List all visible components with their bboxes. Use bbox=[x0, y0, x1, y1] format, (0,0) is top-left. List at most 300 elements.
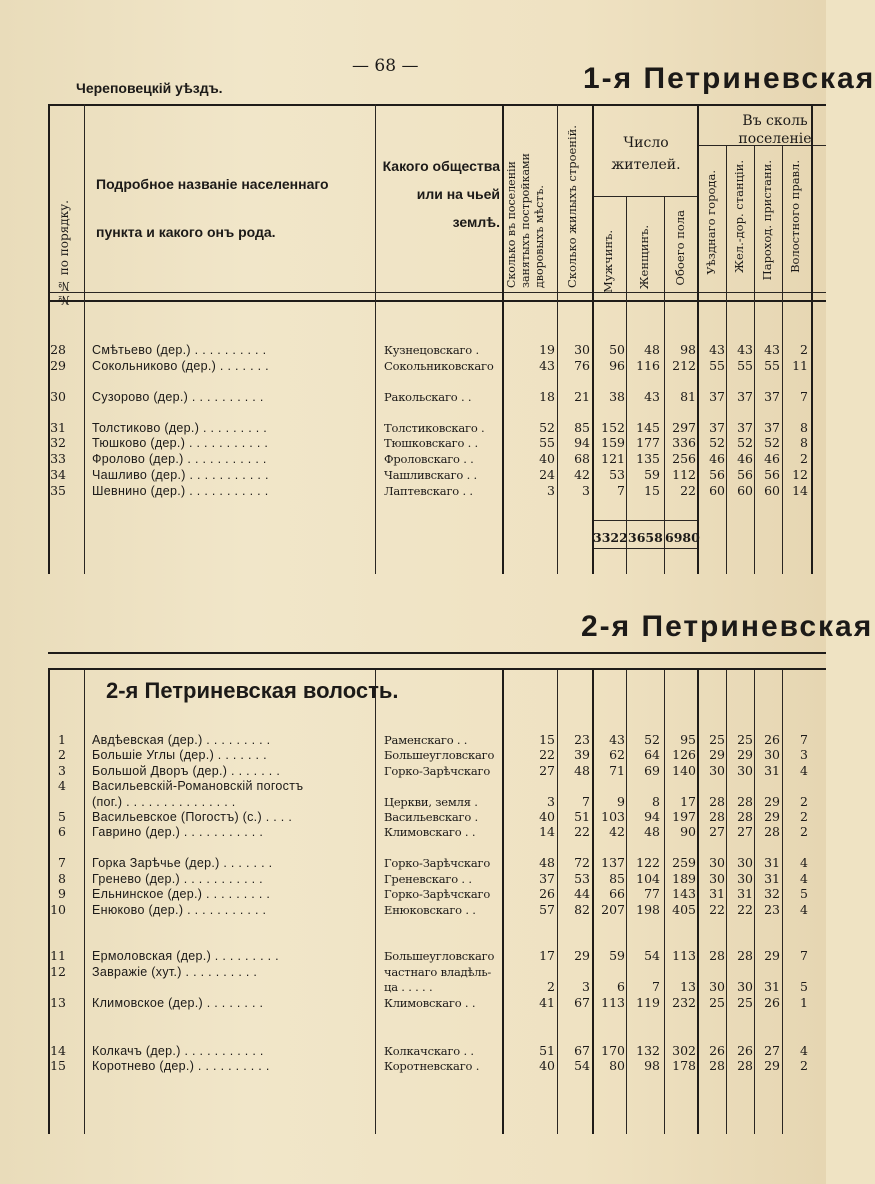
settlement-name: Ельнинское (дер.) . . . . . . . . . bbox=[92, 887, 271, 901]
table-row bbox=[0, 825, 826, 839]
col-header-rail: Жел.-дор. станціи. bbox=[732, 160, 746, 273]
table-row bbox=[0, 795, 826, 809]
cell-value: 259 bbox=[672, 855, 696, 870]
cell-value: 48 bbox=[644, 342, 660, 357]
cell-value: 40 bbox=[539, 809, 555, 824]
col-header-women: Женщинъ. bbox=[637, 225, 651, 290]
cell-value: 60 bbox=[764, 483, 780, 498]
col-header-distance-text: Въ сколь поселеніе bbox=[738, 113, 812, 147]
cell-value: 3 bbox=[547, 794, 555, 809]
cell-value: 189 bbox=[672, 871, 696, 886]
cell-value: 30 bbox=[737, 763, 753, 778]
cell-value: 30 bbox=[737, 855, 753, 870]
cell-value: 24 bbox=[539, 467, 555, 482]
cell-value: 132 bbox=[636, 1043, 660, 1058]
cell-value: 23 bbox=[574, 732, 590, 747]
cell-value: 2 bbox=[800, 1058, 808, 1073]
cell-value: 71 bbox=[609, 763, 625, 778]
row-number: 10 bbox=[50, 902, 66, 917]
cell-value: 3 bbox=[547, 483, 555, 498]
row-number: 31 bbox=[50, 420, 66, 435]
cell-value: 31 bbox=[764, 763, 780, 778]
cell-value: 113 bbox=[601, 995, 625, 1010]
cell-value: 30 bbox=[709, 855, 725, 870]
cell-value: 5 bbox=[800, 886, 808, 901]
settlement-name: Васильевскій-Романовскій погостъ bbox=[92, 779, 304, 793]
cell-value: 137 bbox=[601, 855, 625, 870]
cell-value: 94 bbox=[644, 809, 660, 824]
cell-value: 26 bbox=[764, 732, 780, 747]
row-number: 8 bbox=[58, 871, 66, 886]
cell-value: 145 bbox=[636, 420, 660, 435]
cell-value: 178 bbox=[672, 1058, 696, 1073]
row-number: 5 bbox=[58, 809, 66, 824]
settlement-name: Васильевское (Погостъ) (с.) . . . . bbox=[92, 810, 293, 824]
table-row bbox=[0, 1059, 826, 1073]
settlement-name: Толстиково (дер.) . . . . . . . . . bbox=[92, 421, 268, 435]
page-number: — 68 — bbox=[352, 56, 419, 76]
cell-value: 41 bbox=[539, 995, 555, 1010]
cell-value: 46 bbox=[764, 451, 780, 466]
cell-value: 104 bbox=[636, 871, 660, 886]
cell-value: 2 bbox=[800, 451, 808, 466]
cell-value: 22 bbox=[737, 902, 753, 917]
society-name: Церкви, земля . bbox=[384, 795, 478, 809]
cell-value: 22 bbox=[539, 747, 555, 762]
cell-value: 7 bbox=[800, 732, 808, 747]
cell-value: 126 bbox=[672, 747, 696, 762]
cell-value: 28 bbox=[737, 794, 753, 809]
table-row bbox=[0, 733, 826, 747]
cell-value: 37 bbox=[709, 420, 725, 435]
cell-value: 76 bbox=[574, 358, 590, 373]
cell-value: 43 bbox=[737, 342, 753, 357]
cell-value: 69 bbox=[644, 763, 660, 778]
table-row bbox=[0, 468, 826, 482]
col-header-men: Мужчинъ. bbox=[601, 230, 615, 294]
col-header-society-text: Какого общества или на чьей землѣ. bbox=[382, 158, 500, 230]
society-name: Греневскаго . . bbox=[384, 872, 472, 886]
cell-value: 27 bbox=[737, 824, 753, 839]
col-header-name-text: Подробное названіе населеннаго пункта и какого онъ рода. bbox=[96, 176, 329, 240]
cell-value: 113 bbox=[672, 948, 696, 963]
cell-value: 60 bbox=[737, 483, 753, 498]
cell-value: 40 bbox=[539, 1058, 555, 1073]
cell-value: 43 bbox=[539, 358, 555, 373]
cell-value: 52 bbox=[764, 435, 780, 450]
cell-value: 59 bbox=[609, 948, 625, 963]
cell-value: 121 bbox=[601, 451, 625, 466]
table-row bbox=[0, 903, 826, 917]
cell-value: 256 bbox=[672, 451, 696, 466]
cell-value: 29 bbox=[737, 747, 753, 762]
table-row bbox=[0, 980, 826, 994]
cell-value: 30 bbox=[737, 871, 753, 886]
cell-value: 2 bbox=[800, 794, 808, 809]
col-header-population-text: Число жителей. bbox=[611, 135, 681, 173]
col-header-town: Уѣзднаго города. bbox=[704, 170, 718, 275]
cell-value: 12 bbox=[792, 467, 808, 482]
cell-value: 30 bbox=[709, 979, 725, 994]
cell-value: 28 bbox=[709, 794, 725, 809]
cell-value: 4 bbox=[800, 855, 808, 870]
cell-value: 31 bbox=[737, 886, 753, 901]
settlement-name: Сокольниково (дер.) . . . . . . . bbox=[92, 359, 269, 373]
cell-value: 177 bbox=[636, 435, 660, 450]
table-row bbox=[0, 996, 826, 1010]
cell-value: 405 bbox=[672, 902, 696, 917]
cell-value: 40 bbox=[539, 451, 555, 466]
table-row bbox=[0, 949, 826, 963]
cell-value: 56 bbox=[764, 467, 780, 482]
cell-value: 140 bbox=[672, 763, 696, 778]
table-row bbox=[0, 764, 826, 778]
cell-value: 46 bbox=[737, 451, 753, 466]
cell-value: 48 bbox=[539, 855, 555, 870]
society-name: ца . . . . . bbox=[384, 980, 433, 994]
cell-value: 170 bbox=[601, 1043, 625, 1058]
row-number: 15 bbox=[50, 1058, 66, 1073]
cell-value: 13 bbox=[680, 979, 696, 994]
cell-value: 37 bbox=[764, 420, 780, 435]
cell-value: 9 bbox=[617, 794, 625, 809]
cell-value: 31 bbox=[764, 979, 780, 994]
row-number: 32 bbox=[50, 435, 66, 450]
cell-value: 26 bbox=[764, 995, 780, 1010]
cell-value: 22 bbox=[709, 902, 725, 917]
cell-value: 4 bbox=[800, 763, 808, 778]
row-number: 14 bbox=[50, 1043, 66, 1058]
cell-value: 66 bbox=[609, 886, 625, 901]
col-header-total: Обоего пола bbox=[673, 210, 687, 286]
cell-value: 135 bbox=[636, 451, 660, 466]
society-name: Горко-Зарѣчскаго bbox=[384, 764, 491, 778]
cell-value: 25 bbox=[709, 732, 725, 747]
settlement-name: (пог.) . . . . . . . . . . . . . . . bbox=[92, 795, 236, 809]
cell-value: 31 bbox=[764, 871, 780, 886]
society-name: Горко-Зарѣчскаго bbox=[384, 887, 491, 901]
cell-value: 46 bbox=[709, 451, 725, 466]
society-name: Лаптевскаго . . bbox=[384, 484, 473, 498]
volost-title-mid: 2-я Петриневская bbox=[581, 610, 874, 643]
cell-value: 7 bbox=[582, 794, 590, 809]
cell-value: 21 bbox=[574, 389, 590, 404]
settlement-name: Тюшково (дер.) . . . . . . . . . . . bbox=[92, 436, 269, 450]
cell-value: 159 bbox=[601, 435, 625, 450]
row-number: 6 bbox=[58, 824, 66, 839]
society-name: Енюковскаго . . bbox=[384, 903, 476, 917]
cell-value: 80 bbox=[609, 1058, 625, 1073]
cell-value: 112 bbox=[672, 467, 696, 482]
cell-value: 64 bbox=[644, 747, 660, 762]
cell-value: 43 bbox=[764, 342, 780, 357]
cell-value: 55 bbox=[709, 358, 725, 373]
cell-value: 27 bbox=[539, 763, 555, 778]
col-header-society bbox=[380, 152, 500, 236]
cell-value: 94 bbox=[574, 435, 590, 450]
cell-value: 4 bbox=[800, 902, 808, 917]
cell-value: 232 bbox=[672, 995, 696, 1010]
society-name: Большеугловскаго bbox=[384, 949, 495, 963]
society-name: Горко-Зарѣчскаго bbox=[384, 856, 491, 870]
cell-value: 1 bbox=[800, 995, 808, 1010]
society-name: Коротневскаго . bbox=[384, 1059, 480, 1073]
cell-value: 37 bbox=[539, 871, 555, 886]
cell-value: 68 bbox=[574, 451, 590, 466]
settlement-name: Фролово (дер.) . . . . . . . . . . . bbox=[92, 452, 267, 466]
row-number: 7 bbox=[58, 855, 66, 870]
society-name: Тюшковскаго . . bbox=[384, 436, 479, 450]
society-name: Ракольскаго . . bbox=[384, 390, 472, 404]
cell-value: 116 bbox=[636, 358, 660, 373]
table-row bbox=[0, 887, 826, 901]
row-number: 4 bbox=[58, 778, 66, 793]
cell-value: 17 bbox=[539, 948, 555, 963]
cell-value: 42 bbox=[609, 824, 625, 839]
settlement-name: Енюково (дер.) . . . . . . . . . . . bbox=[92, 903, 267, 917]
cell-value: 4 bbox=[800, 1043, 808, 1058]
cell-value: 7 bbox=[617, 483, 625, 498]
cell-value: 54 bbox=[644, 948, 660, 963]
cell-value: 54 bbox=[574, 1058, 590, 1073]
cell-value: 18 bbox=[539, 389, 555, 404]
cell-value: 297 bbox=[672, 420, 696, 435]
cell-value: 2 bbox=[800, 342, 808, 357]
society-name: Колкачскаго . . bbox=[384, 1044, 474, 1058]
cell-value: 37 bbox=[737, 420, 753, 435]
cell-value: 25 bbox=[709, 995, 725, 1010]
settlement-name: Смѣтьево (дер.) . . . . . . . . . . bbox=[92, 343, 267, 357]
row-number: 11 bbox=[50, 948, 66, 963]
cell-value: 31 bbox=[764, 855, 780, 870]
settlement-name: Гренево (дер.) . . . . . . . . . . . bbox=[92, 872, 263, 886]
cell-value: 2 bbox=[800, 809, 808, 824]
cell-value: 72 bbox=[574, 855, 590, 870]
cell-value: 19 bbox=[539, 342, 555, 357]
cell-value: 90 bbox=[680, 824, 696, 839]
cell-value: 29 bbox=[764, 794, 780, 809]
table-row bbox=[0, 343, 826, 357]
society-name: частнаго владѣль- bbox=[384, 965, 492, 979]
cell-value: 26 bbox=[737, 1043, 753, 1058]
cell-value: 53 bbox=[609, 467, 625, 482]
society-name: Васильевскаго . bbox=[384, 810, 479, 824]
cell-value: 29 bbox=[764, 1058, 780, 1073]
cell-value: 25 bbox=[737, 995, 753, 1010]
row-number: 13 bbox=[50, 995, 66, 1010]
settlement-name: Климовское (дер.) . . . . . . . . bbox=[92, 996, 264, 1010]
cell-value: 82 bbox=[574, 902, 590, 917]
cell-value: 8 bbox=[800, 435, 808, 450]
society-name: Кузнецовскаго . bbox=[384, 343, 479, 357]
row-number: 34 bbox=[50, 467, 66, 482]
cell-value: 52 bbox=[644, 732, 660, 747]
table-row bbox=[0, 484, 826, 498]
cell-value: 2 bbox=[800, 824, 808, 839]
cell-value: 28 bbox=[709, 809, 725, 824]
cell-value: 37 bbox=[737, 389, 753, 404]
cell-value: 5 bbox=[800, 979, 808, 994]
cell-value: 37 bbox=[709, 389, 725, 404]
society-name: Климовскаго . . bbox=[384, 825, 476, 839]
cell-value: 95 bbox=[680, 732, 696, 747]
row-number: 12 bbox=[50, 964, 66, 979]
cell-value: 15 bbox=[644, 483, 660, 498]
col-header-pier: Пароход. пристани. bbox=[760, 160, 774, 281]
settlement-name: Ермоловская (дер.) . . . . . . . . . bbox=[92, 949, 279, 963]
cell-value: 56 bbox=[709, 467, 725, 482]
cell-value: 11 bbox=[792, 358, 808, 373]
cell-value: 8 bbox=[800, 420, 808, 435]
cell-value: 67 bbox=[574, 1043, 590, 1058]
table-row bbox=[0, 965, 826, 979]
cell-value: 212 bbox=[672, 358, 696, 373]
cell-value: 336 bbox=[672, 435, 696, 450]
table-row bbox=[0, 1044, 826, 1058]
cell-value: 51 bbox=[539, 1043, 555, 1058]
total-women: 3658 bbox=[628, 530, 663, 545]
cell-value: 60 bbox=[709, 483, 725, 498]
cell-value: 27 bbox=[709, 824, 725, 839]
cell-value: 29 bbox=[709, 747, 725, 762]
cell-value: 44 bbox=[574, 886, 590, 901]
cell-value: 55 bbox=[764, 358, 780, 373]
cell-value: 3 bbox=[582, 483, 590, 498]
cell-value: 43 bbox=[609, 732, 625, 747]
table-row bbox=[0, 436, 826, 450]
society-name: Большеугловскаго bbox=[384, 748, 495, 762]
settlement-name: Большой Дворъ (дер.) . . . . . . . bbox=[92, 764, 281, 778]
cell-value: 57 bbox=[539, 902, 555, 917]
row-number: 3 bbox=[58, 763, 66, 778]
cell-value: 52 bbox=[539, 420, 555, 435]
settlement-name: Коротнево (дер.) . . . . . . . . . . bbox=[92, 1059, 270, 1073]
cell-value: 30 bbox=[764, 747, 780, 762]
cell-value: 3 bbox=[582, 979, 590, 994]
table-row bbox=[0, 748, 826, 762]
cell-value: 26 bbox=[709, 1043, 725, 1058]
cell-value: 103 bbox=[601, 809, 625, 824]
total-men: 3322 bbox=[593, 530, 628, 545]
col-header-buildings: Сколько жилыхъ строеній. bbox=[565, 125, 579, 288]
settlement-name: Авдѣевская (дер.) . . . . . . . . . bbox=[92, 733, 271, 747]
cell-value: 143 bbox=[672, 886, 696, 901]
cell-value: 26 bbox=[539, 886, 555, 901]
cell-value: 28 bbox=[709, 948, 725, 963]
row-number: 9 bbox=[58, 886, 66, 901]
cell-value: 51 bbox=[574, 809, 590, 824]
cell-value: 28 bbox=[737, 1058, 753, 1073]
table-row bbox=[0, 810, 826, 824]
cell-value: 30 bbox=[709, 763, 725, 778]
settlement-name: Шевнино (дер.) . . . . . . . . . . . bbox=[92, 484, 269, 498]
cell-value: 53 bbox=[574, 871, 590, 886]
cell-value: 48 bbox=[644, 824, 660, 839]
society-name: Сокольниковскаго bbox=[384, 359, 494, 373]
cell-value: 29 bbox=[764, 809, 780, 824]
table-row bbox=[0, 452, 826, 466]
col-header-no: №№ по порядку. bbox=[57, 200, 71, 308]
cell-value: 122 bbox=[636, 855, 660, 870]
row-number: 28 bbox=[50, 342, 66, 357]
col-header-population bbox=[600, 132, 692, 176]
section2-title: 2-я Петриневская волость. bbox=[106, 678, 399, 703]
col-header-yards: Сколько въ поселеніи занятыхъ постройками дворовыхъ мѣстъ. bbox=[505, 153, 546, 288]
total-both: 6980 bbox=[665, 530, 700, 545]
settlement-name: Сузорово (дер.) . . . . . . . . . . bbox=[92, 390, 264, 404]
cell-value: 198 bbox=[636, 902, 660, 917]
cell-value: 302 bbox=[672, 1043, 696, 1058]
settlement-name: Гаврино (дер.) . . . . . . . . . . . bbox=[92, 825, 264, 839]
settlement-name: Горка Зарѣчье (дер.) . . . . . . . bbox=[92, 856, 273, 870]
table-row bbox=[0, 779, 826, 793]
cell-value: 56 bbox=[737, 467, 753, 482]
cell-value: 2 bbox=[547, 979, 555, 994]
cell-value: 7 bbox=[652, 979, 660, 994]
cell-value: 55 bbox=[737, 358, 753, 373]
cell-value: 30 bbox=[709, 871, 725, 886]
cell-value: 28 bbox=[737, 809, 753, 824]
cell-value: 14 bbox=[792, 483, 808, 498]
cell-value: 52 bbox=[737, 435, 753, 450]
cell-value: 67 bbox=[574, 995, 590, 1010]
cell-value: 43 bbox=[644, 389, 660, 404]
cell-value: 42 bbox=[574, 467, 590, 482]
society-name: Фроловскаго . . bbox=[384, 452, 474, 466]
cell-value: 85 bbox=[609, 871, 625, 886]
cell-value: 119 bbox=[636, 995, 660, 1010]
cell-value: 32 bbox=[764, 886, 780, 901]
cell-value: 27 bbox=[764, 1043, 780, 1058]
cell-value: 28 bbox=[737, 948, 753, 963]
cell-value: 28 bbox=[709, 1058, 725, 1073]
cell-value: 22 bbox=[574, 824, 590, 839]
cell-value: 14 bbox=[539, 824, 555, 839]
society-name: Толстиковскаго . bbox=[384, 421, 485, 435]
cell-value: 29 bbox=[574, 948, 590, 963]
cell-value: 98 bbox=[680, 342, 696, 357]
cell-value: 77 bbox=[644, 886, 660, 901]
cell-value: 52 bbox=[709, 435, 725, 450]
cell-value: 15 bbox=[539, 732, 555, 747]
cell-value: 50 bbox=[609, 342, 625, 357]
cell-value: 29 bbox=[764, 948, 780, 963]
cell-value: 4 bbox=[800, 871, 808, 886]
cell-value: 59 bbox=[644, 467, 660, 482]
cell-value: 30 bbox=[574, 342, 590, 357]
table-row bbox=[0, 421, 826, 435]
row-number: 35 bbox=[50, 483, 66, 498]
cell-value: 7 bbox=[800, 948, 808, 963]
row-number: 2 bbox=[58, 747, 66, 762]
row-number: 30 bbox=[50, 389, 66, 404]
row-number: 1 bbox=[58, 732, 66, 747]
settlement-name: Завражіе (хут.) . . . . . . . . . . bbox=[92, 965, 258, 979]
volost-title-top: 1-я Петриневская bbox=[583, 62, 875, 95]
table-row bbox=[0, 856, 826, 870]
society-name: Климовскаго . . bbox=[384, 996, 476, 1010]
cell-value: 22 bbox=[680, 483, 696, 498]
society-name: Раменскаго . . bbox=[384, 733, 468, 747]
col-header-distance bbox=[730, 112, 820, 148]
row-number: 33 bbox=[50, 451, 66, 466]
cell-value: 23 bbox=[764, 902, 780, 917]
cell-value: 31 bbox=[709, 886, 725, 901]
cell-value: 197 bbox=[672, 809, 696, 824]
col-header-vol: Волостного правл. bbox=[788, 160, 802, 273]
cell-value: 43 bbox=[709, 342, 725, 357]
district-name: Череповецкій уѣздъ. bbox=[76, 80, 223, 96]
